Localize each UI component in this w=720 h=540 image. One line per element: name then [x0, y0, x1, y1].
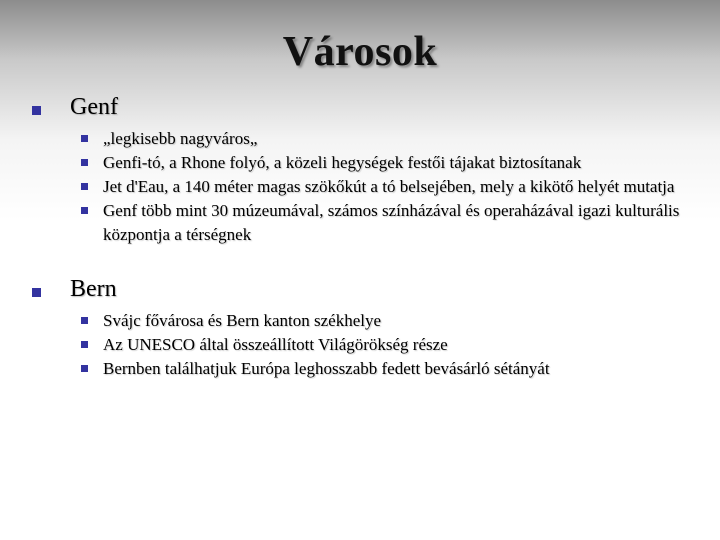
list-item [103, 199, 703, 247]
list-item-text: Genfi-tó, a Rhone folyó, a közeli hegységek festői tájakat biztosítanak [103, 153, 582, 172]
bullet-square-icon [81, 183, 88, 190]
bullet-square-icon [81, 159, 88, 166]
list-item-text: „legkisebb nagyváros„ [103, 129, 258, 148]
slide-title: Városok [282, 29, 438, 75]
bullet-square-icon [32, 106, 41, 115]
bullet-square-icon [81, 207, 88, 214]
list-item-text: Bernben találhatjuk Európa leghosszabb fedett bevásárló sétányát [103, 359, 550, 378]
bullet-square-icon [81, 135, 88, 142]
section-heading-bern: Bern [70, 276, 117, 302]
list-item-text: Jet d'Eau, a 140 méter magas szökőkút a tó belsejében, mely a kikötő helyét mutatja [103, 177, 675, 196]
bullet-square-icon [32, 288, 41, 297]
list-item-text: Genf több mint 30 múzeumával, számos színházával és operaházával igazi kulturális központja a térségnek [103, 201, 680, 244]
list-item [103, 357, 703, 381]
list-item-text: Az UNESCO által összeállított Világörökség része [103, 335, 448, 354]
bullet-square-icon [81, 341, 88, 348]
list-item [103, 151, 703, 175]
list-item [103, 333, 703, 357]
bullet-square-icon [81, 365, 88, 372]
genf-item-list [103, 127, 703, 247]
list-item [103, 309, 703, 333]
list-item-text: Svájc fővárosa és Bern kanton székhelye [103, 311, 382, 330]
bern-item-list [103, 309, 703, 381]
list-item [103, 127, 703, 151]
bullet-square-icon [81, 317, 88, 324]
list-item [103, 175, 703, 199]
section-heading-genf: Genf [70, 94, 118, 120]
